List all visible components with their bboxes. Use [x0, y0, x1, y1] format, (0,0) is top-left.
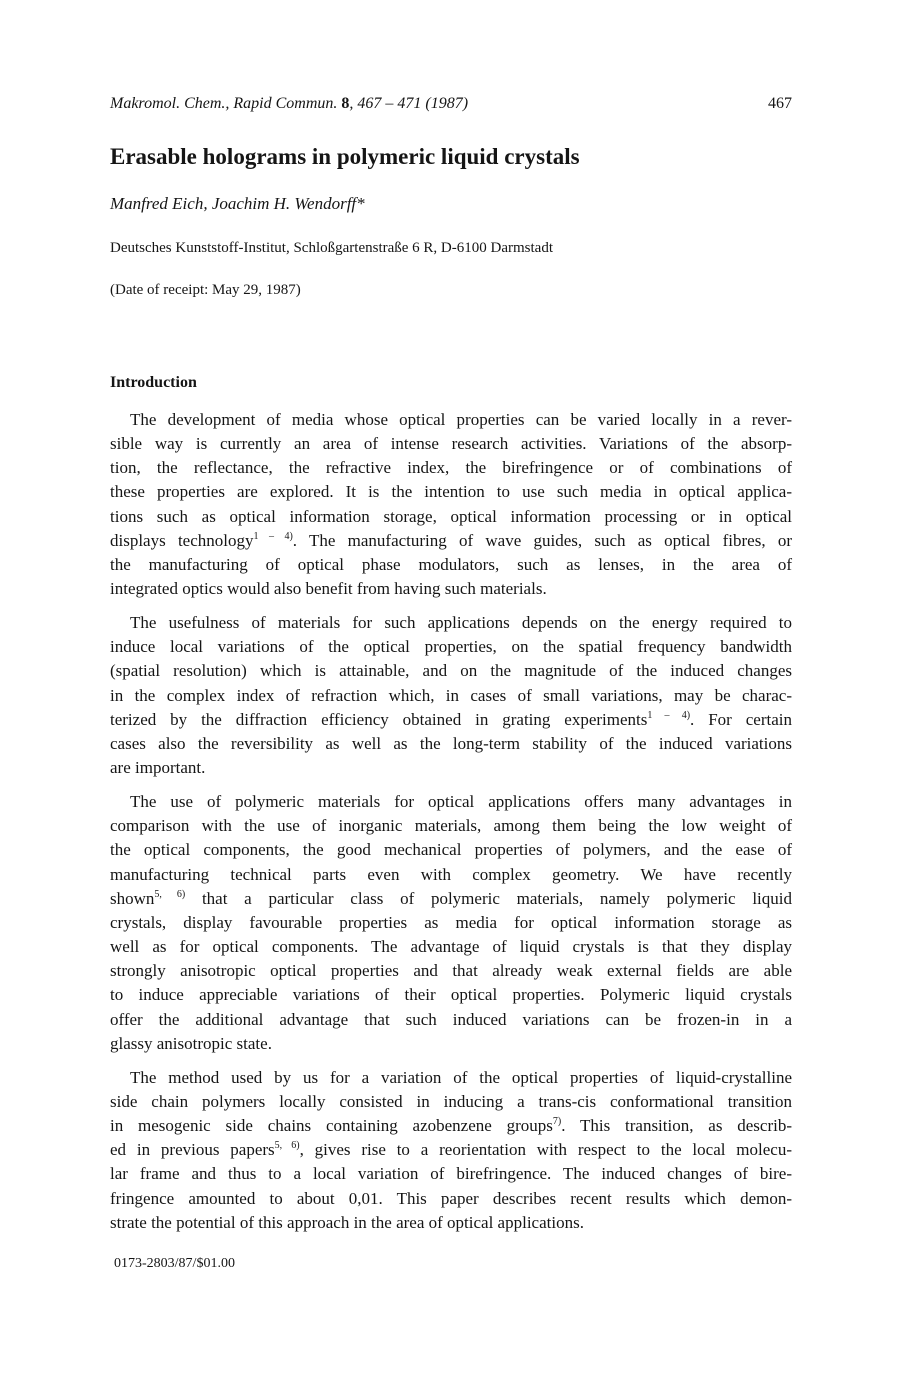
text-line: comparison with the use of inorganic materials, among them being the low weight of: [110, 816, 792, 836]
article-body: [110, 408, 792, 1245]
text-line: tions such as optical information storage, optical information processing or in optical: [110, 506, 792, 526]
section-heading-introduction: Introduction: [110, 374, 197, 391]
text-line: tion, the reflectance, the refractive index, the birefringence or of combinations of: [110, 458, 792, 478]
text-line: The use of polymeric materials for optical applications offers many advantages in: [130, 792, 792, 812]
text-line: in the complex index of refraction which, in cases of small variations, may be charac-: [110, 685, 792, 705]
text-line: shown$^{5, 6)}$ that a particular class of polymeric materials, namely polymeric liquid: [110, 888, 792, 908]
text-line: in mesogenic side chains containing azobenzene groups$^{7)}$. This transition, as describ-: [110, 1116, 793, 1136]
text-line: sible way is currently an area of intense research activities. Variations of the absorp-: [110, 434, 792, 454]
text-line: induce local variations of the optical properties, on the spatial frequency bandwidth: [110, 637, 792, 657]
text-line: The development of media whose optical properties can be varied locally in a rever-: [130, 410, 792, 429]
text-line: these properties are explored. It is the intention to use such media in optical applica-: [110, 482, 792, 502]
author-affiliation: Deutsches Kunststoff-Institut, Schloßgartenstraße 6 R, D-6100 Darmstadt: [110, 240, 553, 256]
text-line: crystals, display favourable properties as media for optical information storage as: [110, 912, 792, 932]
text-line: manufacturing technical parts even with complex geometry. We have recently: [110, 864, 792, 884]
reference-superscript: 1 – 4): [253, 530, 293, 542]
reference-superscript: 7): [552, 1116, 562, 1128]
text-line: terized by the diffraction efficiency obtained in grating experiments$^{1 - 4)}$. For certain: [110, 709, 792, 729]
text-line: displays technology$^{1 - 4)}$. The manufacturing of wave guides, such as optical fibres, or: [110, 530, 792, 550]
reference-superscript: 5, 6): [274, 1140, 300, 1152]
article-authors: Manfred Eich, Joachim H. Wendorff*: [110, 194, 365, 213]
text-line: the manufacturing of optical phase modulators, such as lenses, in the area of: [110, 554, 792, 574]
article-title: Erasable holograms in polymeric liquid crystals: [110, 144, 580, 169]
reference-superscript: 5, 6): [154, 888, 186, 900]
paragraph: [110, 1066, 792, 1235]
paragraph: [110, 408, 792, 601]
text-line: strongly anisotropic optical properties and that already weak external fields are able: [110, 961, 792, 981]
article-code: 0173-2803/87/$01.00: [114, 1256, 235, 1271]
text-line: well as for optical components. The advantage of liquid crystals is that they display: [110, 937, 792, 957]
text-line: integrated optics would also benefit from having such materials.: [110, 579, 547, 599]
journal-citation: Makromol. Chem., Rapid Commun. 8, 467 – 471 (1987): [110, 95, 469, 112]
text-line: lar frame and thus to a local variation of birefringence. The induced changes of bire-: [110, 1164, 792, 1184]
text-line: to induce appreciable variations of their optical properties. Polymeric liquid crystals: [110, 985, 792, 1005]
text-line: side chain polymers locally consisted in inducing a trans-cis conformational transition: [110, 1091, 792, 1111]
text-line: glassy anisotropic state.: [110, 1033, 272, 1053]
reference-superscript: 1 – 4): [647, 709, 691, 721]
date-of-receipt: (Date of receipt: May 29, 1987): [110, 282, 301, 298]
text-line: strate the potential of this approach in the area of optical applications.: [110, 1212, 584, 1232]
text-line: The usefulness of materials for such applications depends on the energy required to: [130, 613, 792, 633]
text-line: fringence amounted to about 0,01. This paper describes recent results which demon-: [110, 1188, 792, 1208]
paragraph: [110, 611, 792, 780]
text-line: cases also the reversibility as well as the long-term stability of the induced variations: [110, 733, 792, 753]
text-line: offer the additional advantage that such induced variations can be frozen-in in a: [110, 1009, 792, 1029]
text-line: The method used by us for a variation of the optical properties of liquid-crystalline: [130, 1067, 792, 1087]
text-line: (spatial resolution) which is attainable, and on the magnitude of the induced changes: [110, 661, 792, 681]
text-line: ed in previous papers$^{5, 6)}$, gives rise to a reorientation with respect to the local molecu-: [110, 1140, 792, 1160]
page-number: 467: [768, 95, 792, 112]
paragraph: [110, 790, 792, 1056]
running-head: [110, 94, 792, 114]
text-line: the optical components, the good mechanical properties of polymers, and the ease of: [110, 840, 792, 860]
text-line: are important.: [110, 758, 206, 778]
